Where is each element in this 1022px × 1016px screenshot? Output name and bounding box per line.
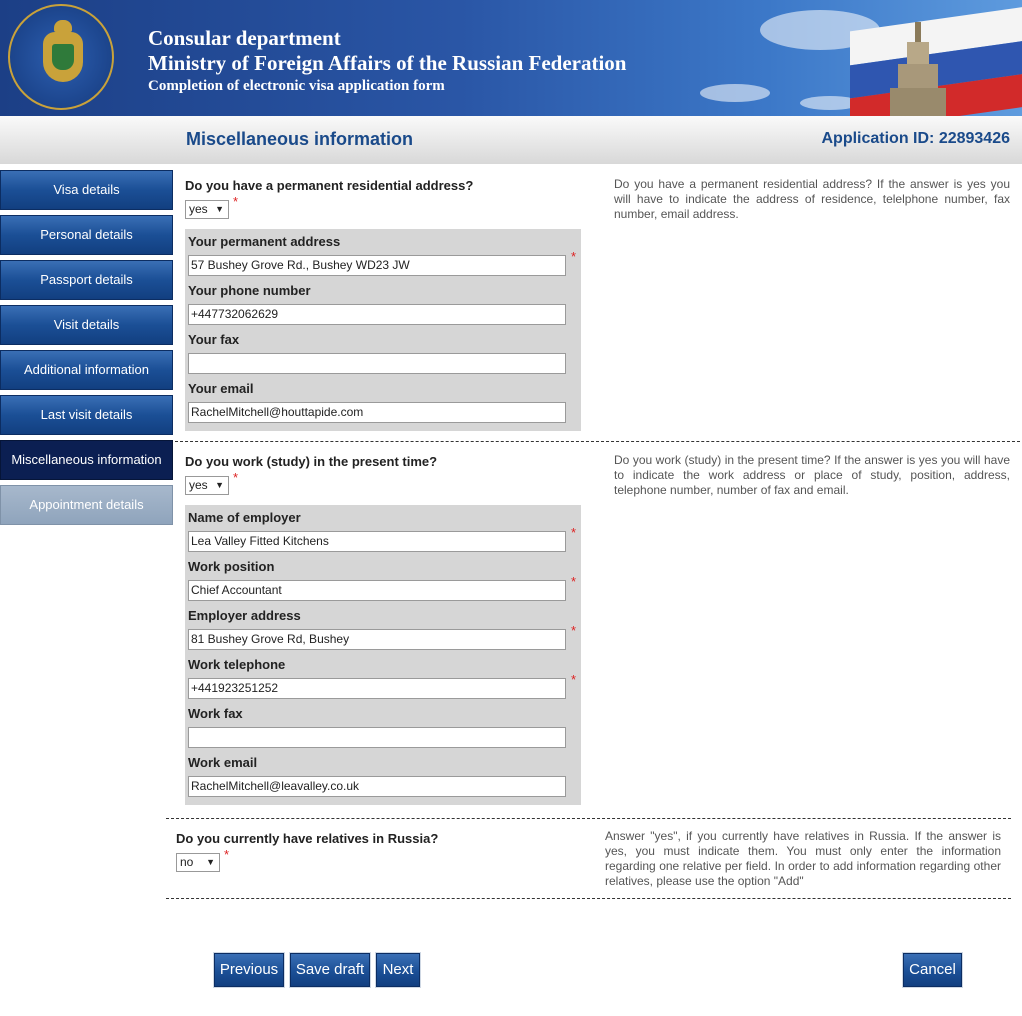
work-email-label: Work email <box>188 755 258 770</box>
dropdown-arrow-icon: ▼ <box>215 480 224 490</box>
employer-address-label: Employer address <box>188 608 301 623</box>
permanent-address-label: Your permanent address <box>188 234 341 249</box>
header-line1: Consular department <box>148 26 341 50</box>
header-line2: Ministry of Foreign Affairs of the Russian Federation <box>148 51 627 75</box>
consular-seal-logo <box>8 4 114 110</box>
sidebar-nav <box>0 170 173 530</box>
work-yes-no-select[interactable] <box>185 476 229 495</box>
nav-personal-details[interactable]: Personal details <box>0 215 173 255</box>
employer-name-input[interactable]: Lea Valley Fitted Kitchens <box>188 531 566 552</box>
header-banner <box>0 0 1022 116</box>
work-position-label: Work position <box>188 559 275 574</box>
address-select-value: yes <box>189 202 208 216</box>
work-telephone-input[interactable]: +441923251252 <box>188 678 566 699</box>
address-help-text: Do you have a permanent residential address? If the answer is yes you will have to indicate the address of residence, telelphone number, fax number, email address. <box>614 177 1010 221</box>
required-marker: * <box>571 525 577 540</box>
required-marker: * <box>571 623 577 638</box>
fax-input[interactable] <box>188 353 566 374</box>
work-question: Do you work (study) in the present time? <box>185 454 438 469</box>
shield-icon <box>52 44 74 70</box>
header-line3: Completion of electronic visa application form <box>148 78 445 94</box>
save-draft-button[interactable]: Save draft <box>290 953 370 987</box>
email-input[interactable]: RachelMitchell@houttapide.com <box>188 402 566 423</box>
nav-last-visit-details[interactable]: Last visit details <box>0 395 173 435</box>
ministry-building-image <box>890 22 946 116</box>
employer-name-label: Name of employer <box>188 510 301 525</box>
required-marker: * <box>233 194 239 209</box>
address-yes-no-select[interactable] <box>185 200 229 219</box>
work-email-input[interactable]: RachelMitchell@leavalley.co.uk <box>188 776 566 797</box>
permanent-address-input[interactable]: 57 Bushey Grove Rd., Bushey WD23 JW <box>188 255 566 276</box>
application-id: Application ID: 22893426 <box>821 130 1010 147</box>
work-fax-label: Work fax <box>188 706 243 721</box>
email-label: Your email <box>188 381 254 396</box>
header-titles <box>148 26 627 96</box>
phone-number-label: Your phone number <box>188 283 311 298</box>
phone-number-input[interactable]: +447732062629 <box>188 304 566 325</box>
required-marker: * <box>571 672 577 687</box>
previous-button[interactable]: Previous <box>214 953 284 987</box>
section-divider <box>166 818 1011 819</box>
fax-label: Your fax <box>188 332 240 347</box>
relatives-yes-no-select[interactable] <box>176 853 220 872</box>
work-select-value: yes <box>189 478 208 492</box>
work-fax-input[interactable] <box>188 727 566 748</box>
section-divider <box>175 441 1020 442</box>
address-question: Do you have a permanent residential address? <box>185 178 474 193</box>
section-title-bar <box>0 116 1022 164</box>
cloud-decoration <box>700 84 770 102</box>
page-title: Miscellaneous information <box>186 129 414 149</box>
next-button[interactable]: Next <box>376 953 420 987</box>
required-marker: * <box>233 470 239 485</box>
dropdown-arrow-icon: ▼ <box>215 204 224 214</box>
dropdown-arrow-icon: ▼ <box>206 857 215 867</box>
nav-passport-details[interactable]: Passport details <box>0 260 173 300</box>
relatives-help-text: Answer "yes", if you currently have relatives in Russia. If the answer is yes, you must indicate them. You must only enter the information regarding one relative per field. In order to add information regarding other relatives, please use the option "Add" <box>605 829 1001 888</box>
crown-icon <box>54 20 72 32</box>
nav-appointment-details[interactable]: Appointment details <box>0 485 173 525</box>
nav-visa-details[interactable]: Visa details <box>0 170 173 210</box>
nav-miscellaneous-information[interactable]: Miscellaneous information <box>0 440 173 480</box>
work-telephone-label: Work telephone <box>188 657 286 672</box>
relatives-select-value: no <box>180 855 194 869</box>
required-marker: * <box>224 847 230 862</box>
work-help-text: Do you work (study) in the present time? If the answer is yes you will have to indicate the work address or place of study, position, address, telephone number, number of fax and email. <box>614 453 1010 497</box>
nav-additional-information[interactable]: Additional information <box>0 350 173 390</box>
nav-visit-details[interactable]: Visit details <box>0 305 173 345</box>
work-position-input[interactable]: Chief Accountant <box>188 580 566 601</box>
section-divider <box>166 898 1011 899</box>
relatives-question: Do you currently have relatives in Russia? <box>176 831 439 846</box>
employer-address-input[interactable]: 81 Bushey Grove Rd, Bushey <box>188 629 566 650</box>
required-marker: * <box>571 574 577 589</box>
required-marker: * <box>571 249 577 264</box>
cancel-button[interactable]: Cancel <box>903 953 962 987</box>
